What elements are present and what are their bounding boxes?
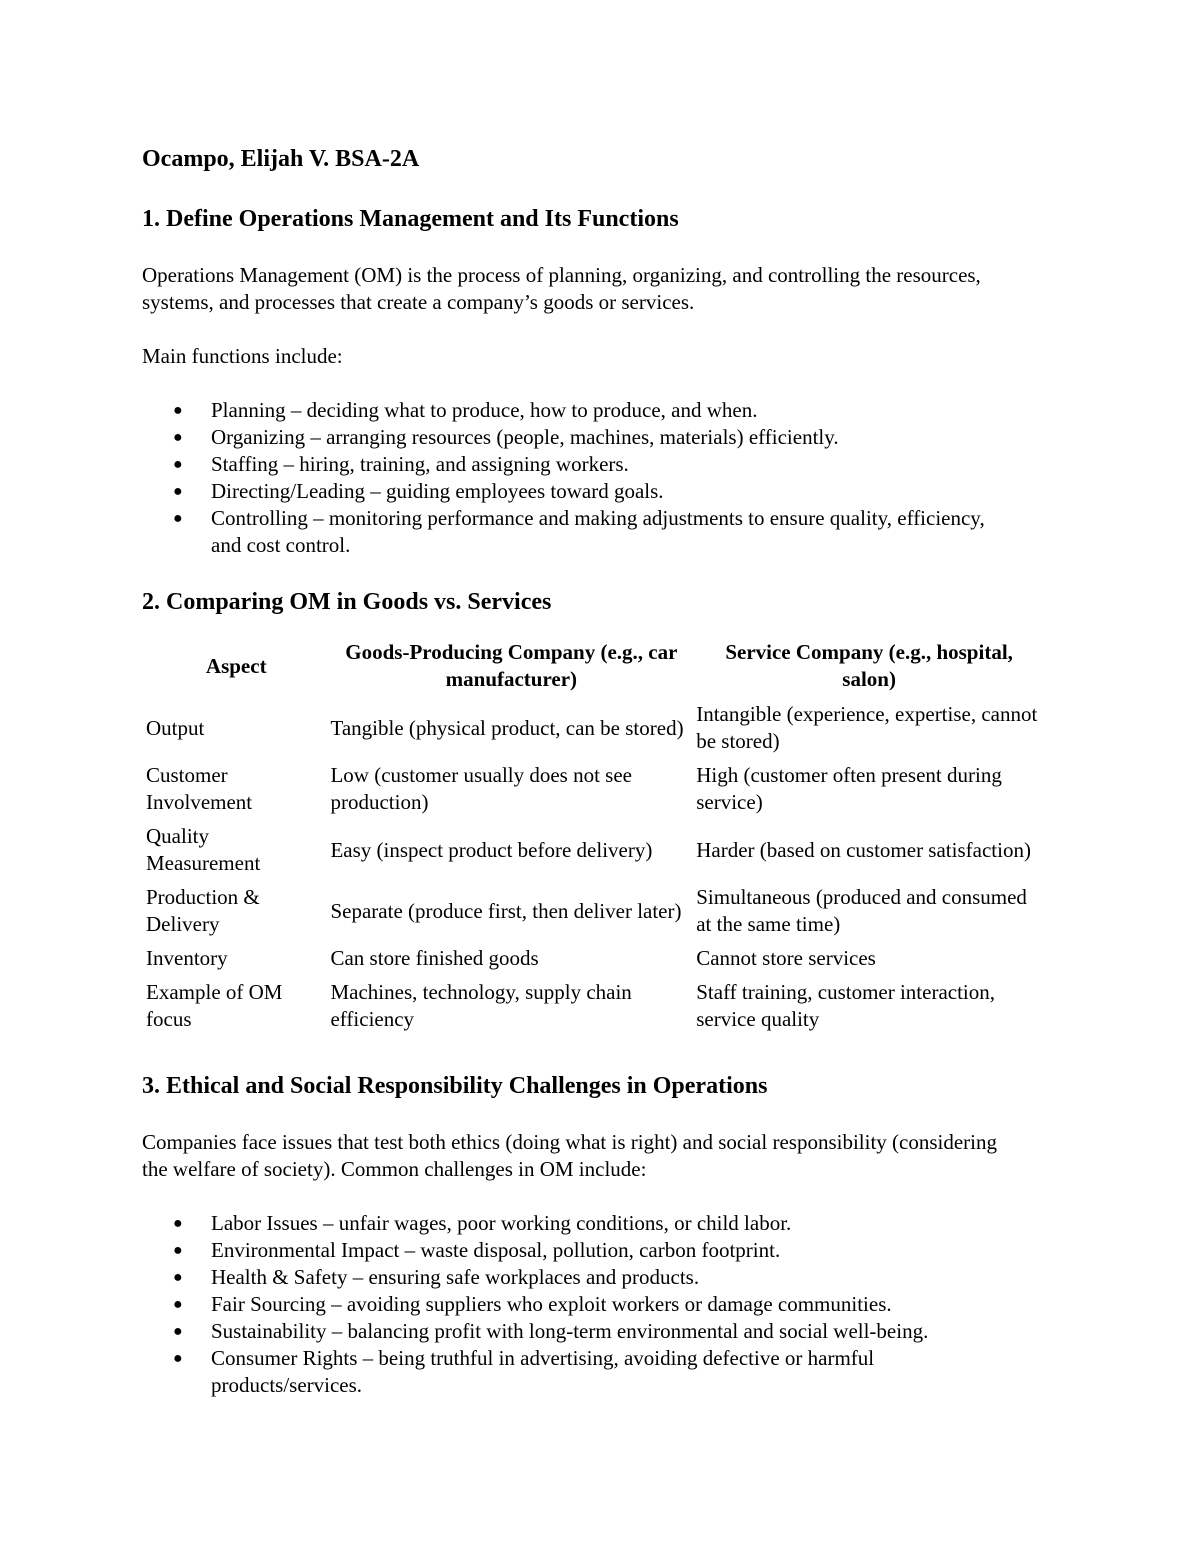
table-row	[144, 882, 1044, 943]
list-item	[142, 1291, 1001, 1318]
list-item-text: Controlling – monitoring performance and making adjustments to ensure quality, efficiency, and cost control.	[211, 506, 985, 557]
om-definition: Operations Management (OM) is the process of planning, organizing, and controlling the resources, systems, and processes that create a company’s goods or services.	[142, 263, 981, 314]
table-cell: Tangible (physical product, can be stored)	[330, 715, 684, 740]
table-cell: Machines, technology, supply chain efficiency	[330, 980, 632, 1031]
list-item	[142, 451, 1001, 478]
bullet-icon: ●	[173, 1350, 183, 1367]
table-header-row	[144, 635, 1044, 699]
functions-list	[142, 397, 1062, 559]
list-item-text: Health & Safety – ensuring safe workplaces and products.	[211, 1265, 700, 1289]
comparison-table	[144, 635, 1044, 1038]
section-2-title: 2. Comparing OM in Goods vs. Services	[142, 589, 552, 615]
list-item	[142, 478, 1001, 505]
table-cell: Separate (produce first, then deliver later)	[330, 898, 682, 923]
list-item-text: Labor Issues – unfair wages, poor working conditions, or child labor.	[211, 1211, 792, 1235]
bullet-icon: ●	[173, 483, 183, 500]
challenges-intro: Companies face issues that test both ethics (doing what is right) and social responsibility (considering the welfare of society). Common challenges in OM include:	[142, 1130, 998, 1181]
table-cell: Quality Measurement	[146, 824, 261, 875]
document-page	[142, 140, 1062, 1399]
list-item-text: Sustainability – balancing profit with long-term environmental and social well-being.	[211, 1319, 929, 1343]
bullet-icon: ●	[173, 456, 183, 473]
list-item	[142, 1318, 1001, 1345]
list-item-text: Staffing – hiring, training, and assigning workers.	[211, 452, 629, 476]
list-item-text: Planning – deciding what to produce, how to produce, and when.	[211, 398, 758, 422]
table-cell: Output	[146, 715, 205, 740]
list-item	[142, 424, 1001, 451]
list-item-text: Directing/Leading – guiding employees toward goals.	[211, 479, 664, 503]
list-item-text: Organizing – arranging resources (people, machines, materials) efficiently.	[211, 425, 839, 449]
table-row	[144, 977, 1044, 1038]
table-cell: Low (customer usually does not see production)	[330, 763, 633, 814]
table-row	[144, 943, 1044, 977]
challenges-list	[142, 1210, 1062, 1399]
bullet-icon: ●	[173, 1296, 183, 1313]
list-item-text: Consumer Rights – being truthful in advertising, avoiding defective or harmful products/services.	[211, 1346, 875, 1397]
bullet-icon: ●	[173, 1323, 183, 1340]
list-item-text: Environmental Impact – waste disposal, pollution, carbon footprint.	[211, 1238, 781, 1262]
section-3-title: 3. Ethical and Social Responsibility Challenges in Operations	[142, 1073, 768, 1099]
table-cell: Inventory	[146, 946, 228, 970]
bullet-icon: ●	[173, 1269, 183, 1286]
table-cell: Intangible (experience, expertise, cannot be stored)	[696, 702, 1038, 753]
table-cell: Staff training, customer interaction, service quality	[696, 980, 996, 1031]
section-1-title: 1. Define Operations Management and Its Functions	[142, 206, 679, 232]
header-services: Service Company (e.g., hospital, salon)	[725, 640, 1013, 691]
author-line: Ocampo, Elijah V. BSA-2A	[142, 146, 420, 172]
functions-intro: Main functions include:	[142, 344, 343, 368]
table-cell: High (customer often present during service)	[696, 763, 1002, 814]
bullet-icon: ●	[173, 510, 183, 527]
table-cell: Simultaneous (produced and consumed at the same time)	[696, 885, 1027, 936]
bullet-icon: ●	[173, 402, 183, 419]
bullet-icon: ●	[173, 1242, 183, 1259]
header-goods: Goods-Producing Company (e.g., car manufacturer)	[345, 640, 678, 691]
table-cell: Can store finished goods	[330, 946, 539, 970]
bullet-icon: ●	[173, 1215, 183, 1232]
table-row	[144, 821, 1044, 882]
list-item	[142, 1264, 1001, 1291]
list-item	[142, 1210, 1001, 1237]
bullet-icon: ●	[173, 429, 183, 446]
table-cell: Example of OM focus	[146, 980, 283, 1031]
table-cell: Cannot store services	[696, 946, 876, 970]
table-cell: Production & Delivery	[146, 885, 260, 936]
list-item-text: Fair Sourcing – avoiding suppliers who exploit workers or damage communities.	[211, 1292, 892, 1316]
table-cell: Customer Involvement	[146, 763, 253, 814]
table-cell: Easy (inspect product before delivery)	[330, 837, 653, 862]
table-cell: Harder (based on customer satisfaction)	[696, 837, 1031, 862]
table-row	[144, 699, 1044, 760]
list-item	[142, 1345, 1001, 1399]
table-row	[144, 760, 1044, 821]
header-aspect: Aspect	[205, 653, 267, 678]
list-item	[142, 1237, 1001, 1264]
list-item	[142, 397, 1001, 424]
list-item	[142, 505, 1001, 559]
